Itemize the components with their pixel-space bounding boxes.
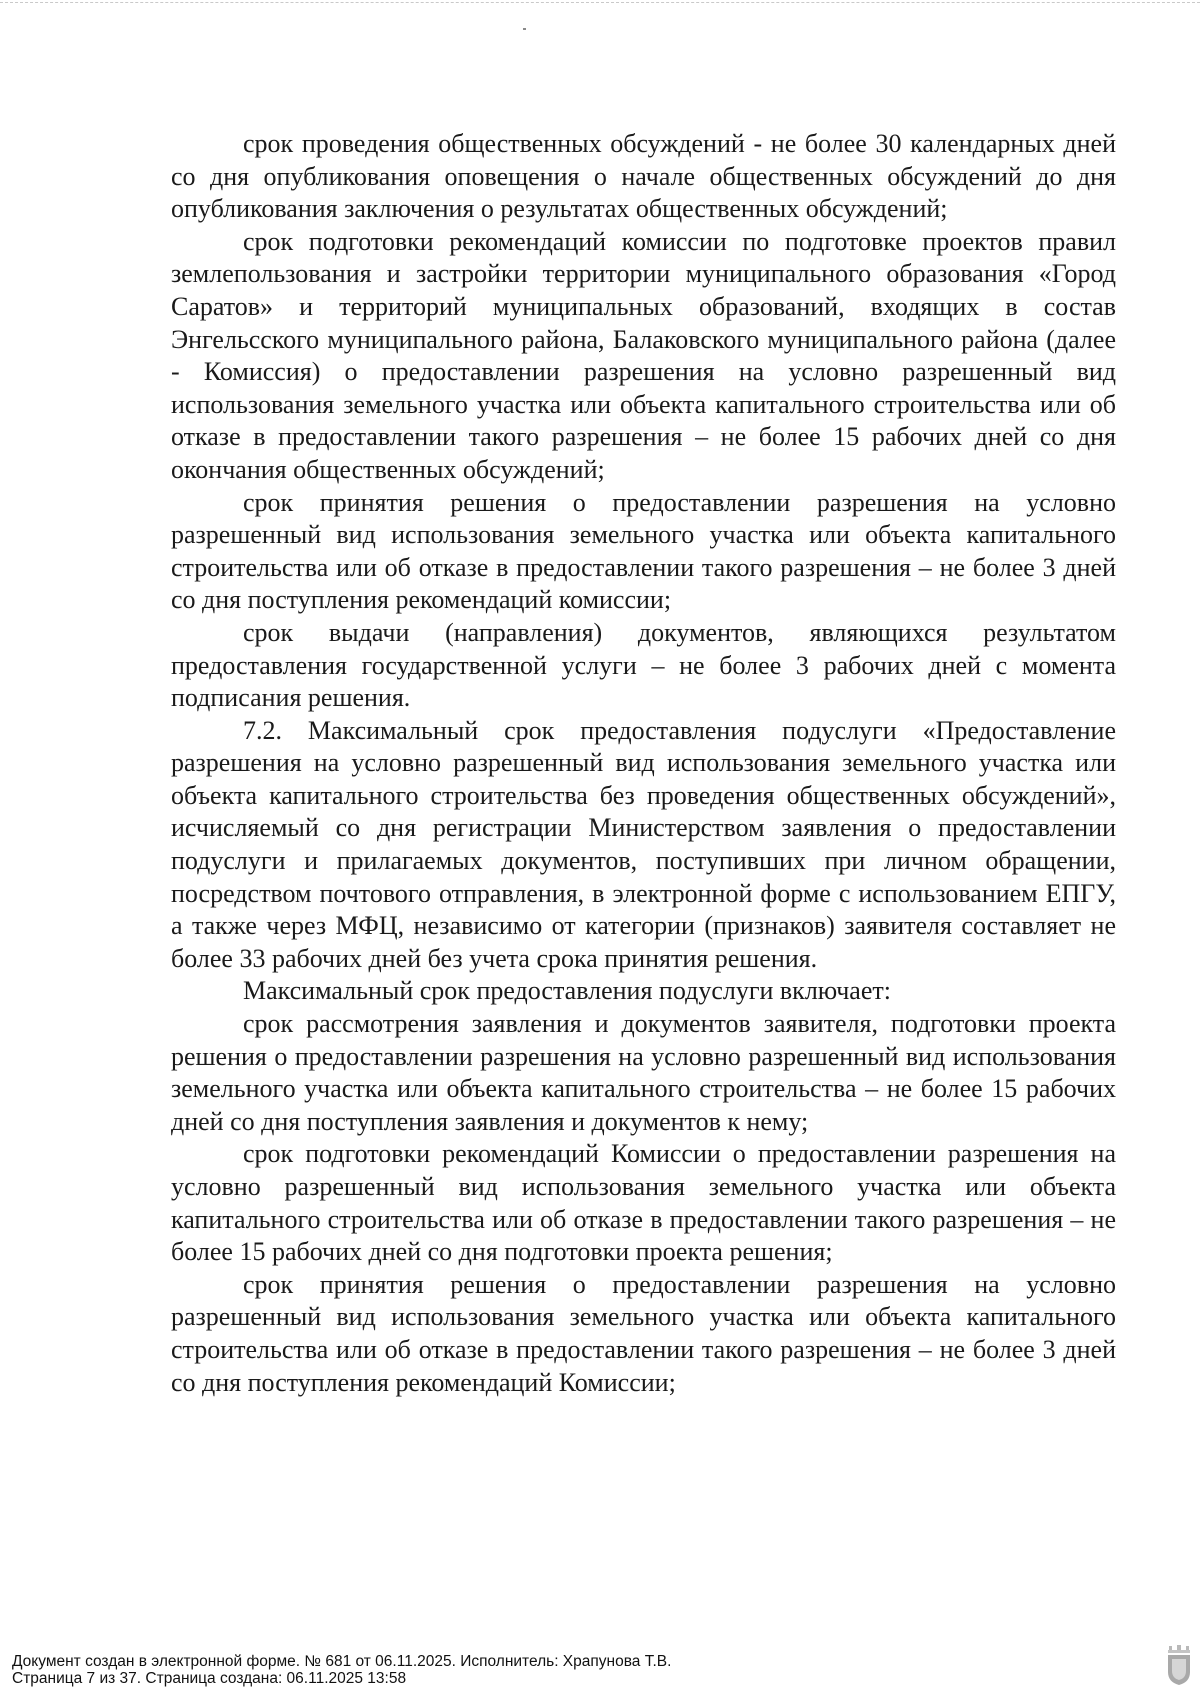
document-footer <box>12 1653 671 1687</box>
footer-document-info: Документ создан в электронной форме. № 681 от 06.11.2025. Исполнитель: Храпунова Т.В. <box>12 1653 672 1670</box>
scan-edge-line <box>0 2 1200 3</box>
paragraph-6: Максимальный срок предоставления подуслуги включает: <box>243 976 891 1006</box>
paragraph-9: срок принятия решения о предоставлении разрешения на условно разрешенный вид использования земельного участка или объекта капитального строительства или об отказе в предоставлении такого разрешения – не более 3 дней со дня поступления рекомендаций Комиссии; <box>171 1269 1116 1397</box>
paragraph-2: срок подготовки рекомендаций комиссии по подготовке проектов правил землепользования и застройки территории муниципального образования «Город Саратов» и территорий муниципальных образований, входящих в состав Энгельсского муниципального района, Балаковского муниципального района (далее - Комиссия) о предоставлении разрешения на условно разрешенный вид использования земельного участка или объекта капитального строительства или об отказе в предоставлении такого разрешения – не более 15 рабочих дней со дня окончания общественных обсуждений; <box>171 226 1116 484</box>
coat-of-arms-icon <box>1165 1644 1193 1686</box>
footer-page-info: Страница 7 из 37. Страница создана: 06.11.2025 13:58 <box>12 1670 407 1687</box>
paragraph-5: 7.2. Максимальный срок предоставления подуслуги «Предоставление разрешения на условно разрешенный вид использования земельного участка или объекта капитального строительства без проведения общественных обсуждений», исчисляемый со дня регистрации Министерством заявления о предоставлении подуслуги и прилагаемых документов, поступивших при личном обращении, посредством почтового отправления, в электронной форме с использованием ЕПГУ, а также через МФЦ, независимо от категории (признаков) заявителя составляет не более 33 рабочих дней без учета срока принятия решения. <box>171 715 1116 973</box>
scan-speck <box>523 28 526 30</box>
paragraph-3: срок принятия решения о предоставлении разрешения на условно разрешенный вид использования земельного участка или объекта капитального строительства или об отказе в предоставлении такого разрешения – не более 3 дней со дня поступления рекомендаций комиссии; <box>171 487 1116 615</box>
paragraph-7: срок рассмотрения заявления и документов заявителя, подготовки проекта решения о предоставлении разрешения на условно разрешенный вид использования земельного участка или объекта капитального строительства – не более 15 рабочих дней со дня поступления заявления и документов к нему; <box>171 1009 1116 1136</box>
paragraph-8: срок подготовки рекомендаций Комиссии о предоставлении разрешения на условно разрешенный вид использования земельного участка или объекта капитального строительства или об отказе в предоставлении такого разрешения – не более 15 рабочих дней со дня подготовки проекта решения; <box>171 1139 1116 1267</box>
paragraph-4: срок выдачи (направления) документов, являющихся результатом предоставления государственной услуги – не более 3 рабочих дней с момента подписания решения. <box>171 617 1116 713</box>
paragraph-1: срок проведения общественных обсуждений - не более 30 календарных дней со дня опубликования оповещения о начале общественных обсуждений до дня опубликования заключения о результатах общественных обсуждений; <box>171 129 1116 224</box>
document-body <box>171 128 1116 1399</box>
